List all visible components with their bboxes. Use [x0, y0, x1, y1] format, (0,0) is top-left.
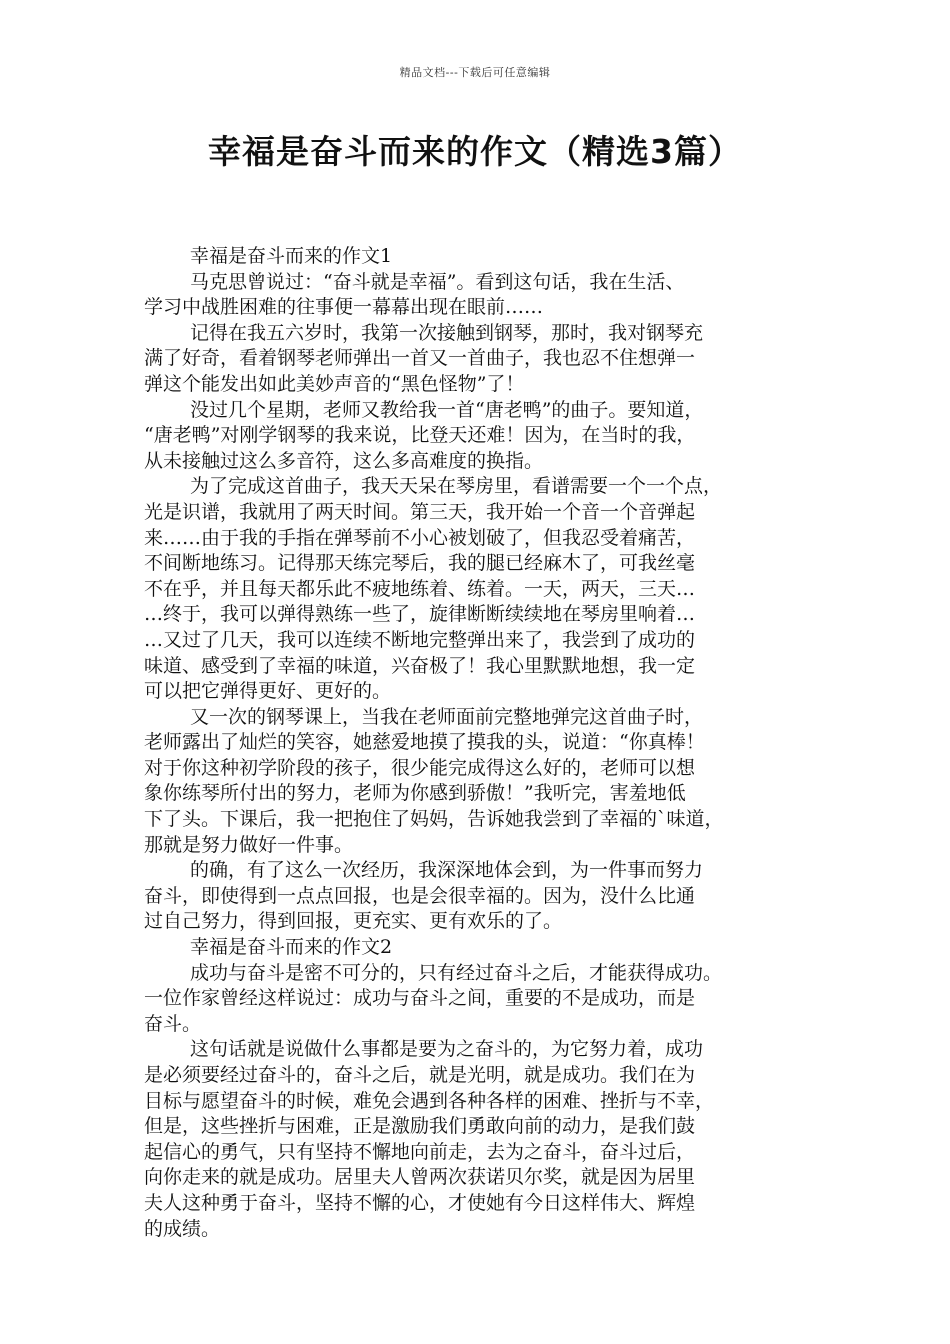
- text-line: 可以把它弹得更好、更好的。: [144, 680, 392, 703]
- text-line: 夫人这种勇于奋斗，坚持不懈的心，才使她有今日这样伟大、辉煌: [144, 1191, 696, 1214]
- text-line: 的成绩。: [144, 1217, 221, 1240]
- text-line: 马克思曾说过：“奋斗就是幸福”。看到这句话，我在生活、: [190, 270, 685, 293]
- text-line: 起信心的勇气，只有坚持不懈地向前走，去为之奋斗，奋斗过后，: [144, 1140, 696, 1163]
- document-body: [144, 244, 824, 1242]
- text-line: 成功与奋斗是密不可分的，只有经过奋斗之后，才能获得成功。: [190, 961, 723, 984]
- text-line: 满了好奇，看着钢琴老师弹出一首又一首曲子，我也忍不住想弹一: [144, 347, 696, 370]
- text-line: 那就是努力做好一件事。: [144, 833, 354, 856]
- text-line: 这句话就是说做什么事都是要为之奋斗的，为它努力着，成功: [190, 1038, 704, 1061]
- text-line: 但是，这些挫折与困难，正是激励我们勇敢向前的动力，是我们鼓: [144, 1115, 696, 1138]
- text-line: 来……由于我的手指在弹琴前不小心被划破了，但我忍受着痛苦，: [144, 526, 696, 549]
- text-line: 过自己努力，得到回报，更充实、更有欢乐的了。: [144, 910, 563, 933]
- page-header-note: 精品文档---下载后可任意编辑: [399, 66, 551, 79]
- text-line: 的确，有了这么一次经历，我深深地体会到，为一件事而努力: [190, 859, 704, 882]
- text-line: 对于你这种初学阶段的孩子，很少能完成得这么好的，老师可以想: [144, 756, 696, 779]
- text-line: 不在乎，并且每天都乐此不疲地练着、练着。一天，两天，三天…: [144, 577, 696, 600]
- text-line: 为了完成这首曲子，我天天呆在琴房里，看谱需要一个一个点，: [190, 475, 723, 498]
- text-line: 奋斗。: [144, 1012, 202, 1035]
- text-line: …终于，我可以弹得熟练一些了，旋律断断续续地在琴房里响着…: [144, 603, 696, 626]
- text-line: “唐老鸭”对刚学钢琴的我来说，比登天还难！因为，在当时的我，: [144, 424, 696, 447]
- text-line: 老师露出了灿烂的笑容，她慈爱地摸了摸我的头，说道：“你真棒！: [144, 731, 705, 754]
- text-line: 从未接触过这么多音符，这么多高难度的换指。: [144, 449, 544, 472]
- text-line: 不间断地练习。记得那天练完琴后，我的腿已经麻木了，可我丝毫: [144, 552, 696, 575]
- text-line: 弹这个能发出如此美妙声音的“黑色怪物”了！: [144, 372, 525, 395]
- text-line: 记得在我五六岁时，我第一次接触到钢琴，那时，我对钢琴充: [190, 321, 704, 344]
- text-line: …又过了几天，我可以连续不断地完整弹出来了，我尝到了成功的: [144, 628, 696, 651]
- text-line: 下了头。下课后，我一把抱住了妈妈，告诉她我尝到了幸福的`味道，: [144, 808, 724, 831]
- text-line: 向你走来的就是成功。居里夫人曾两次获诺贝尔奖，就是因为居里: [144, 1166, 696, 1189]
- text-line: 象你练琴所付出的努力，老师为你感到骄傲！”我听完，害羞地低: [144, 782, 686, 805]
- text-line: 光是识谱，我就用了两天时间。第三天，我开始一个音一个音弹起: [144, 500, 696, 523]
- text-line: 味道、感受到了幸福的味道，兴奋极了！我心里默默地想，我一定: [144, 654, 696, 677]
- text-line: 幸福是奋斗而来的作文2: [190, 936, 393, 959]
- text-line: 学习中战胜困难的往事便一幕幕出现在眼前……: [144, 296, 544, 319]
- text-line: 没过几个星期，老师又教给我一首“唐老鸭”的曲子。要知道，: [190, 398, 704, 421]
- text-line: 幸福是奋斗而来的作文1: [190, 245, 393, 267]
- text-line: 一位作家曾经这样说过：成功与奋斗之间，重要的不是成功，而是: [144, 987, 696, 1010]
- text-line: 目标与愿望奋斗的时候，难免会遇到各种各样的困难、挫折与不幸，: [144, 1089, 715, 1112]
- text-line: 又一次的钢琴课上，当我在老师面前完整地弹完这首曲子时，: [190, 705, 704, 728]
- text-line: 是必须要经过奋斗的，奋斗之后，就是光明，就是成功。我们在为: [144, 1064, 696, 1086]
- text-line: 奋斗，即使得到一点点回报，也是会很幸福的。因为，没什么比通: [144, 884, 696, 907]
- document-title: 幸福是奋斗而来的作文（精选3篇）: [208, 132, 742, 171]
